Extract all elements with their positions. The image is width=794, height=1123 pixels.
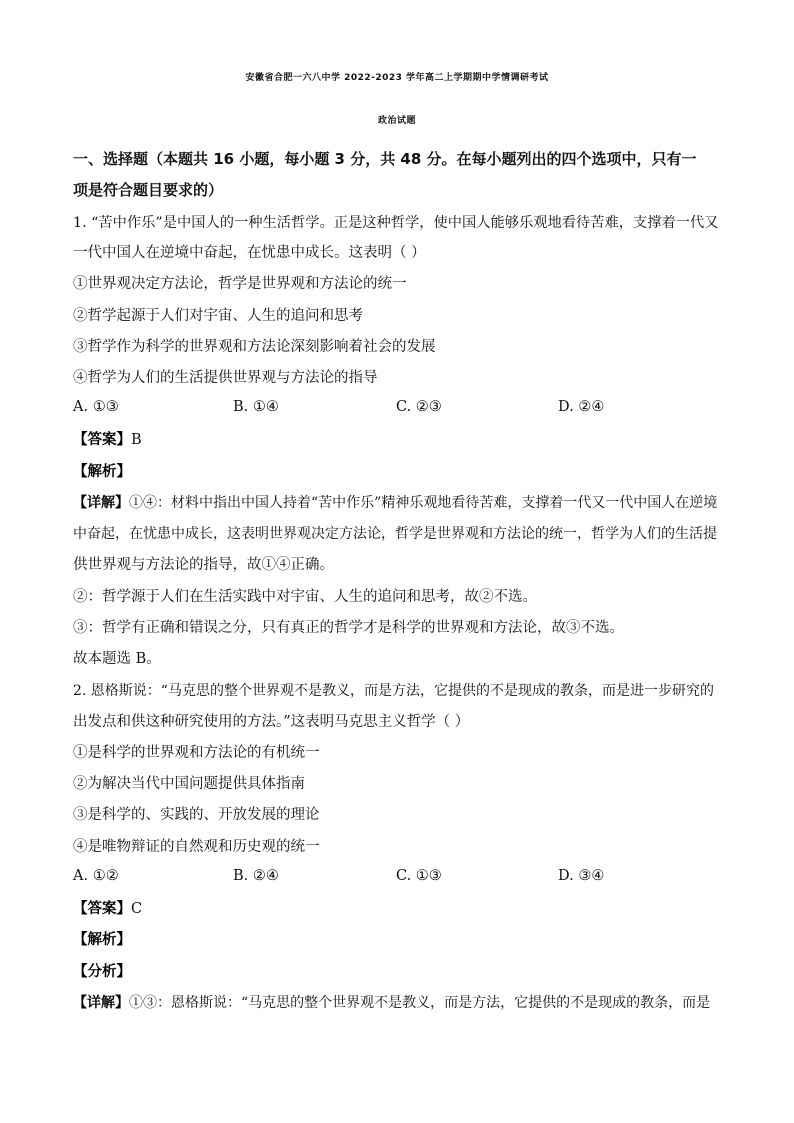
q2-stem-line1: 2. 恩格斯说：“马克思的整个世界观不是教义，而是方法，它提供的不是现成的教条，而是进一步研究的 bbox=[73, 683, 714, 699]
q1-statement-3: ③哲学作为科学的世界观和方法论深刻影响着社会的发展 bbox=[73, 339, 436, 355]
detail-tag: 【详解】 bbox=[73, 995, 129, 1011]
q1-stem-line1: 1. “苦中作乐”是中国人的一种生活哲学。正是这种哲学，使中国人能够乐观地看待苦难，支撑着一代又 bbox=[73, 215, 719, 231]
q1-detail-line3: 供世界观与方法论的指导，故①④正确。 bbox=[73, 557, 334, 573]
q2-option-d: D. ③④ bbox=[558, 868, 605, 884]
detail-text: ①④：材料中指出中国人持着“苦中作乐”精神乐观地看待苦难，支撑着一代又一代中国人在逆境 bbox=[129, 495, 718, 511]
answer-tag: 【答案】 bbox=[73, 901, 131, 917]
q2-answer bbox=[73, 899, 721, 919]
exam-title: 安徽省合肥一六八中学 2022-2023 学年高二上学期期中学情调研考试 bbox=[245, 73, 549, 83]
q1-option-c: C. ②③ bbox=[396, 399, 442, 415]
section-heading-line2: 项是符合题目要求的） bbox=[73, 181, 224, 199]
q2-option-c: C. ①③ bbox=[396, 868, 442, 884]
q2-statement-4: ④是唯物辩证的自然观和历史观的统一 bbox=[73, 839, 320, 855]
q2-analysis-heading bbox=[73, 930, 721, 950]
q2-option-b: B. ②④ bbox=[233, 868, 279, 884]
answer-value: C bbox=[131, 901, 143, 917]
q2-stem-line2: 出发点和供这种研究使用的方法。”这表明马克思主义哲学（ ） bbox=[73, 714, 470, 730]
q1-answer bbox=[73, 430, 721, 450]
analysis-tag: 【解析】 bbox=[73, 464, 131, 480]
q1-detail-line1 bbox=[73, 493, 721, 513]
q2-fenxi-heading bbox=[73, 962, 721, 982]
q1-analysis-heading bbox=[73, 462, 721, 482]
q1-option-b: B. ①④ bbox=[233, 399, 279, 415]
q1-statement-1: ①世界观决定方法论，哲学是世界观和方法论的统一 bbox=[73, 276, 407, 292]
detail-tag: 【详解】 bbox=[73, 495, 129, 511]
q1-stem-line2: 一代中国人在逆境中奋起，在忧患中成长。这表明（ ） bbox=[73, 245, 426, 261]
q1-statement-2: ②哲学起源于人们对宇宙、人生的追问和思考 bbox=[73, 308, 363, 324]
q2-statement-1: ①是科学的世界观和方法论的有机统一 bbox=[73, 745, 320, 761]
q2-option-a: A. ①② bbox=[73, 868, 119, 884]
q2-statement-2: ②为解决当代中国问题提供具体指南 bbox=[73, 776, 305, 792]
q2-options bbox=[73, 868, 721, 888]
exam-subject-title: 政治试题 bbox=[377, 116, 416, 126]
q1-detail-line4: ②：哲学源于人们在生活实践中对宇宙、人生的追问和思考，故②不选。 bbox=[73, 589, 537, 605]
q1-detail-line6: 故本题选 B。 bbox=[73, 651, 161, 667]
q1-statement-4: ④哲学为人们的生活提供世界观与方法论的指导 bbox=[73, 370, 378, 386]
q1-options bbox=[73, 399, 721, 419]
detail-text: ①③：恩格斯说：“马克思的整个世界观不是教义，而是方法，它提供的不是现成的教条，而是 bbox=[129, 995, 711, 1011]
q1-option-a: A. ①③ bbox=[73, 399, 119, 415]
q1-detail-line5: ③：哲学有正确和错误之分，只有真正的哲学才是科学的世界观和方法论，故③不选。 bbox=[73, 620, 624, 636]
q1-detail-line2: 中奋起，在忧患中成长，这表明世界观决定方法论，哲学是世界观和方法论的统一，哲学为人们的生活提 bbox=[73, 526, 717, 542]
answer-value: B bbox=[131, 432, 142, 448]
section-heading-line1: 一、选择题（本题共 16 小题，每小题 3 分，共 48 分。在每小题列出的四个选项中，只有一 bbox=[73, 150, 697, 168]
analysis-tag: 【解析】 bbox=[73, 932, 131, 948]
q2-detail-line1 bbox=[73, 993, 721, 1013]
fenxi-tag: 【分析】 bbox=[73, 964, 131, 980]
answer-tag: 【答案】 bbox=[73, 432, 131, 448]
q2-statement-3: ③是科学的、实践的、开放发展的理论 bbox=[73, 807, 320, 823]
q1-option-d: D. ②④ bbox=[558, 399, 605, 415]
